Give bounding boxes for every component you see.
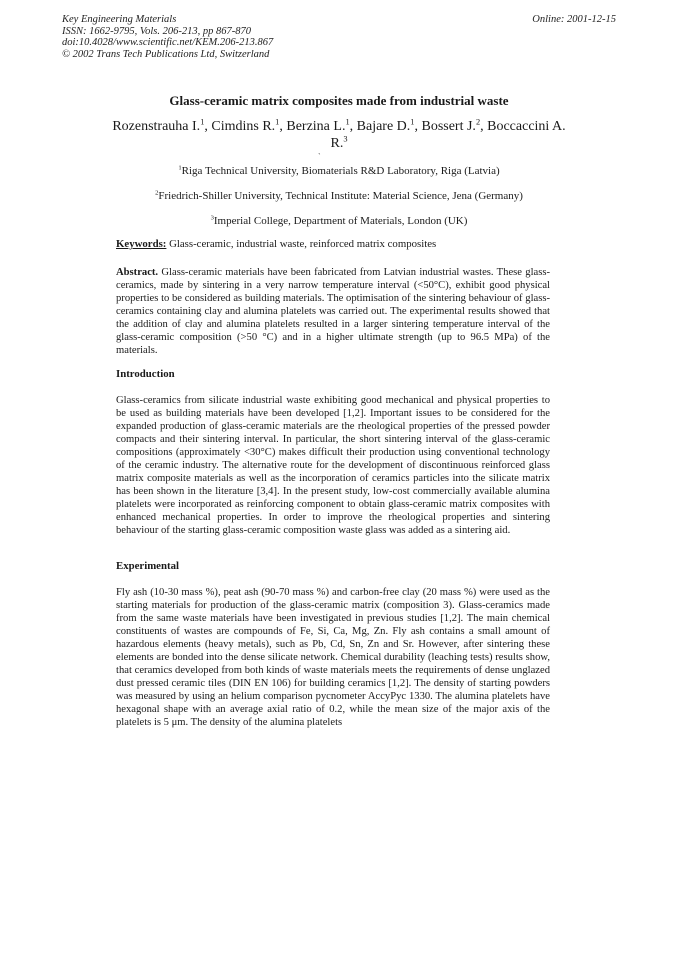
affiliation: $^2$Friedrich-Shiller University, Technical Institute: Material Science, Jena (Germany) xyxy=(155,189,523,202)
abstract-text: Glass-ceramic materials have been fabricated from Latvian industrial wastes. These glass-ceramics, made by sintering in a very narrow temperature interval (<50°C), exhibit good physical properties to be considered as building materials. The optimisation of the sintering behaviour of glass-ceramics containing clay and alumina platelets was carried out. The experimental results showed that the addition of clay and alumina platelets resulted in a larger sintering temperature interval of the glass-ceramic composition (>50 °C) and in a higher ultimate strength (up to 96.5 MPa) of the materials. xyxy=(116,267,550,357)
stray-mark: ` xyxy=(318,152,321,161)
section-heading-experimental: Experimental xyxy=(116,560,179,572)
keywords-label: Keywords: xyxy=(116,238,167,250)
doi-line: doi:10.4028/www.scientific.net/KEM.206-213.867 xyxy=(62,37,274,48)
journal-name: Key Engineering Materials xyxy=(62,14,177,25)
introduction-body xyxy=(116,394,550,538)
experimental-paragraph: Fly ash (10-30 mass %), peat ash (90-70 mass %) and carbon-free clay (20 mass %) were used as the starting materials for production of the glass-ceramic matrix (composition 3). Glass-ceramics made from the same waste materials have been investigated in previous studies [1,2]. The main chemical constituents of wastes are compounds of Fe, Si, Ca, Mg, Zn. Fly ash contains a small amount of hazardous elements (heavy metals), such as Pb, Cd, Sn, Zn and Sr. However, after sintering these elements are bonded into the dense silicate network. Chemical durability (leaching tests) results show, that ceramics developed from both kinds of waste materials meets the requirements of dense unglazed dust pressed ceramic tiles (DIN EN 106) for building ceramics [1,2]. The density of starting powders was measured by using an helium comparison pycnometer AccyPyc 1330. The alumina platelets have hexagonal shape with an average axial ratio of 0.2, while the mean size of the major axis of the platelets is 5 μm. The density of the alumina platelets xyxy=(116,587,550,729)
paper-title: Glass-ceramic matrix composites made from industrial waste xyxy=(169,93,509,108)
section-heading-introduction: Introduction xyxy=(116,368,175,380)
keywords xyxy=(116,238,556,250)
online-date: Online: 2001-12-15 xyxy=(532,14,616,25)
introduction-paragraph: Glass-ceramics from silicate industrial waste exhibiting good mechanical and physical properties to be used as building materials have been developed [1,2]. Important issues to be considered for the expanded production of glass-ceramic materials are the rheological properties of the pressed powder compacts and their sintering interval. In particular, the short sintering interval of the glass-ceramic compositions (approximately <30°C) makes difficult their production using conventional technology of the ceramic industry. The alternative route for the development of discontinuous reinforced glass matrix composite materials as well as the incorporation of ceramics particles into the silicate matrix has been shown in the literature [3,4]. In the present study, low-cost commercially available alumina platelets were incorporated as reinforcing component to obtain glass-ceramic matrix composites with enhanced mechanical properties. In order to improve the rheological properties and sintering behaviour of the starting glass-ceramic composition waste glass was added as a sintering aid. xyxy=(116,395,550,537)
author: Rozenstrauha I.$^1$ xyxy=(112,117,205,134)
abstract-label: Abstract. xyxy=(116,267,159,278)
copyright-line: © 2002 Trans Tech Publications Ltd, Switzerland xyxy=(62,48,270,60)
affiliation: $^1$Riga Technical University, Biomaterials R&D Laboratory, Riga (Latvia) xyxy=(178,164,500,177)
author: Bossert J.$^2$ xyxy=(421,117,481,134)
running-header xyxy=(62,14,616,60)
keywords-text: Glass-ceramic, industrial waste, reinforced matrix composites xyxy=(166,238,437,250)
author: Berzina L.$^1$ xyxy=(286,117,350,134)
issn-line: ISSN: 1662-9795, Vols. 206-213, pp 867-870 xyxy=(62,25,251,37)
author: Boccaccini A. R.$^3$ xyxy=(330,119,566,151)
experimental-body xyxy=(116,586,550,730)
affiliation: $^3$Imperial College, Department of Materials, London (UK) xyxy=(210,214,468,227)
author-list: Rozenstrauha I.$^1$, Cimdins R.$^1$, Berzina L.$^1$, Bajare D.$^1$, Bossert J.$^2$, Boccaccini A. R.$^3$ xyxy=(112,117,566,151)
author: Bajare D.$^1$ xyxy=(356,117,415,134)
abstract xyxy=(116,266,550,357)
author: Cimdins R.$^1$ xyxy=(211,117,280,134)
